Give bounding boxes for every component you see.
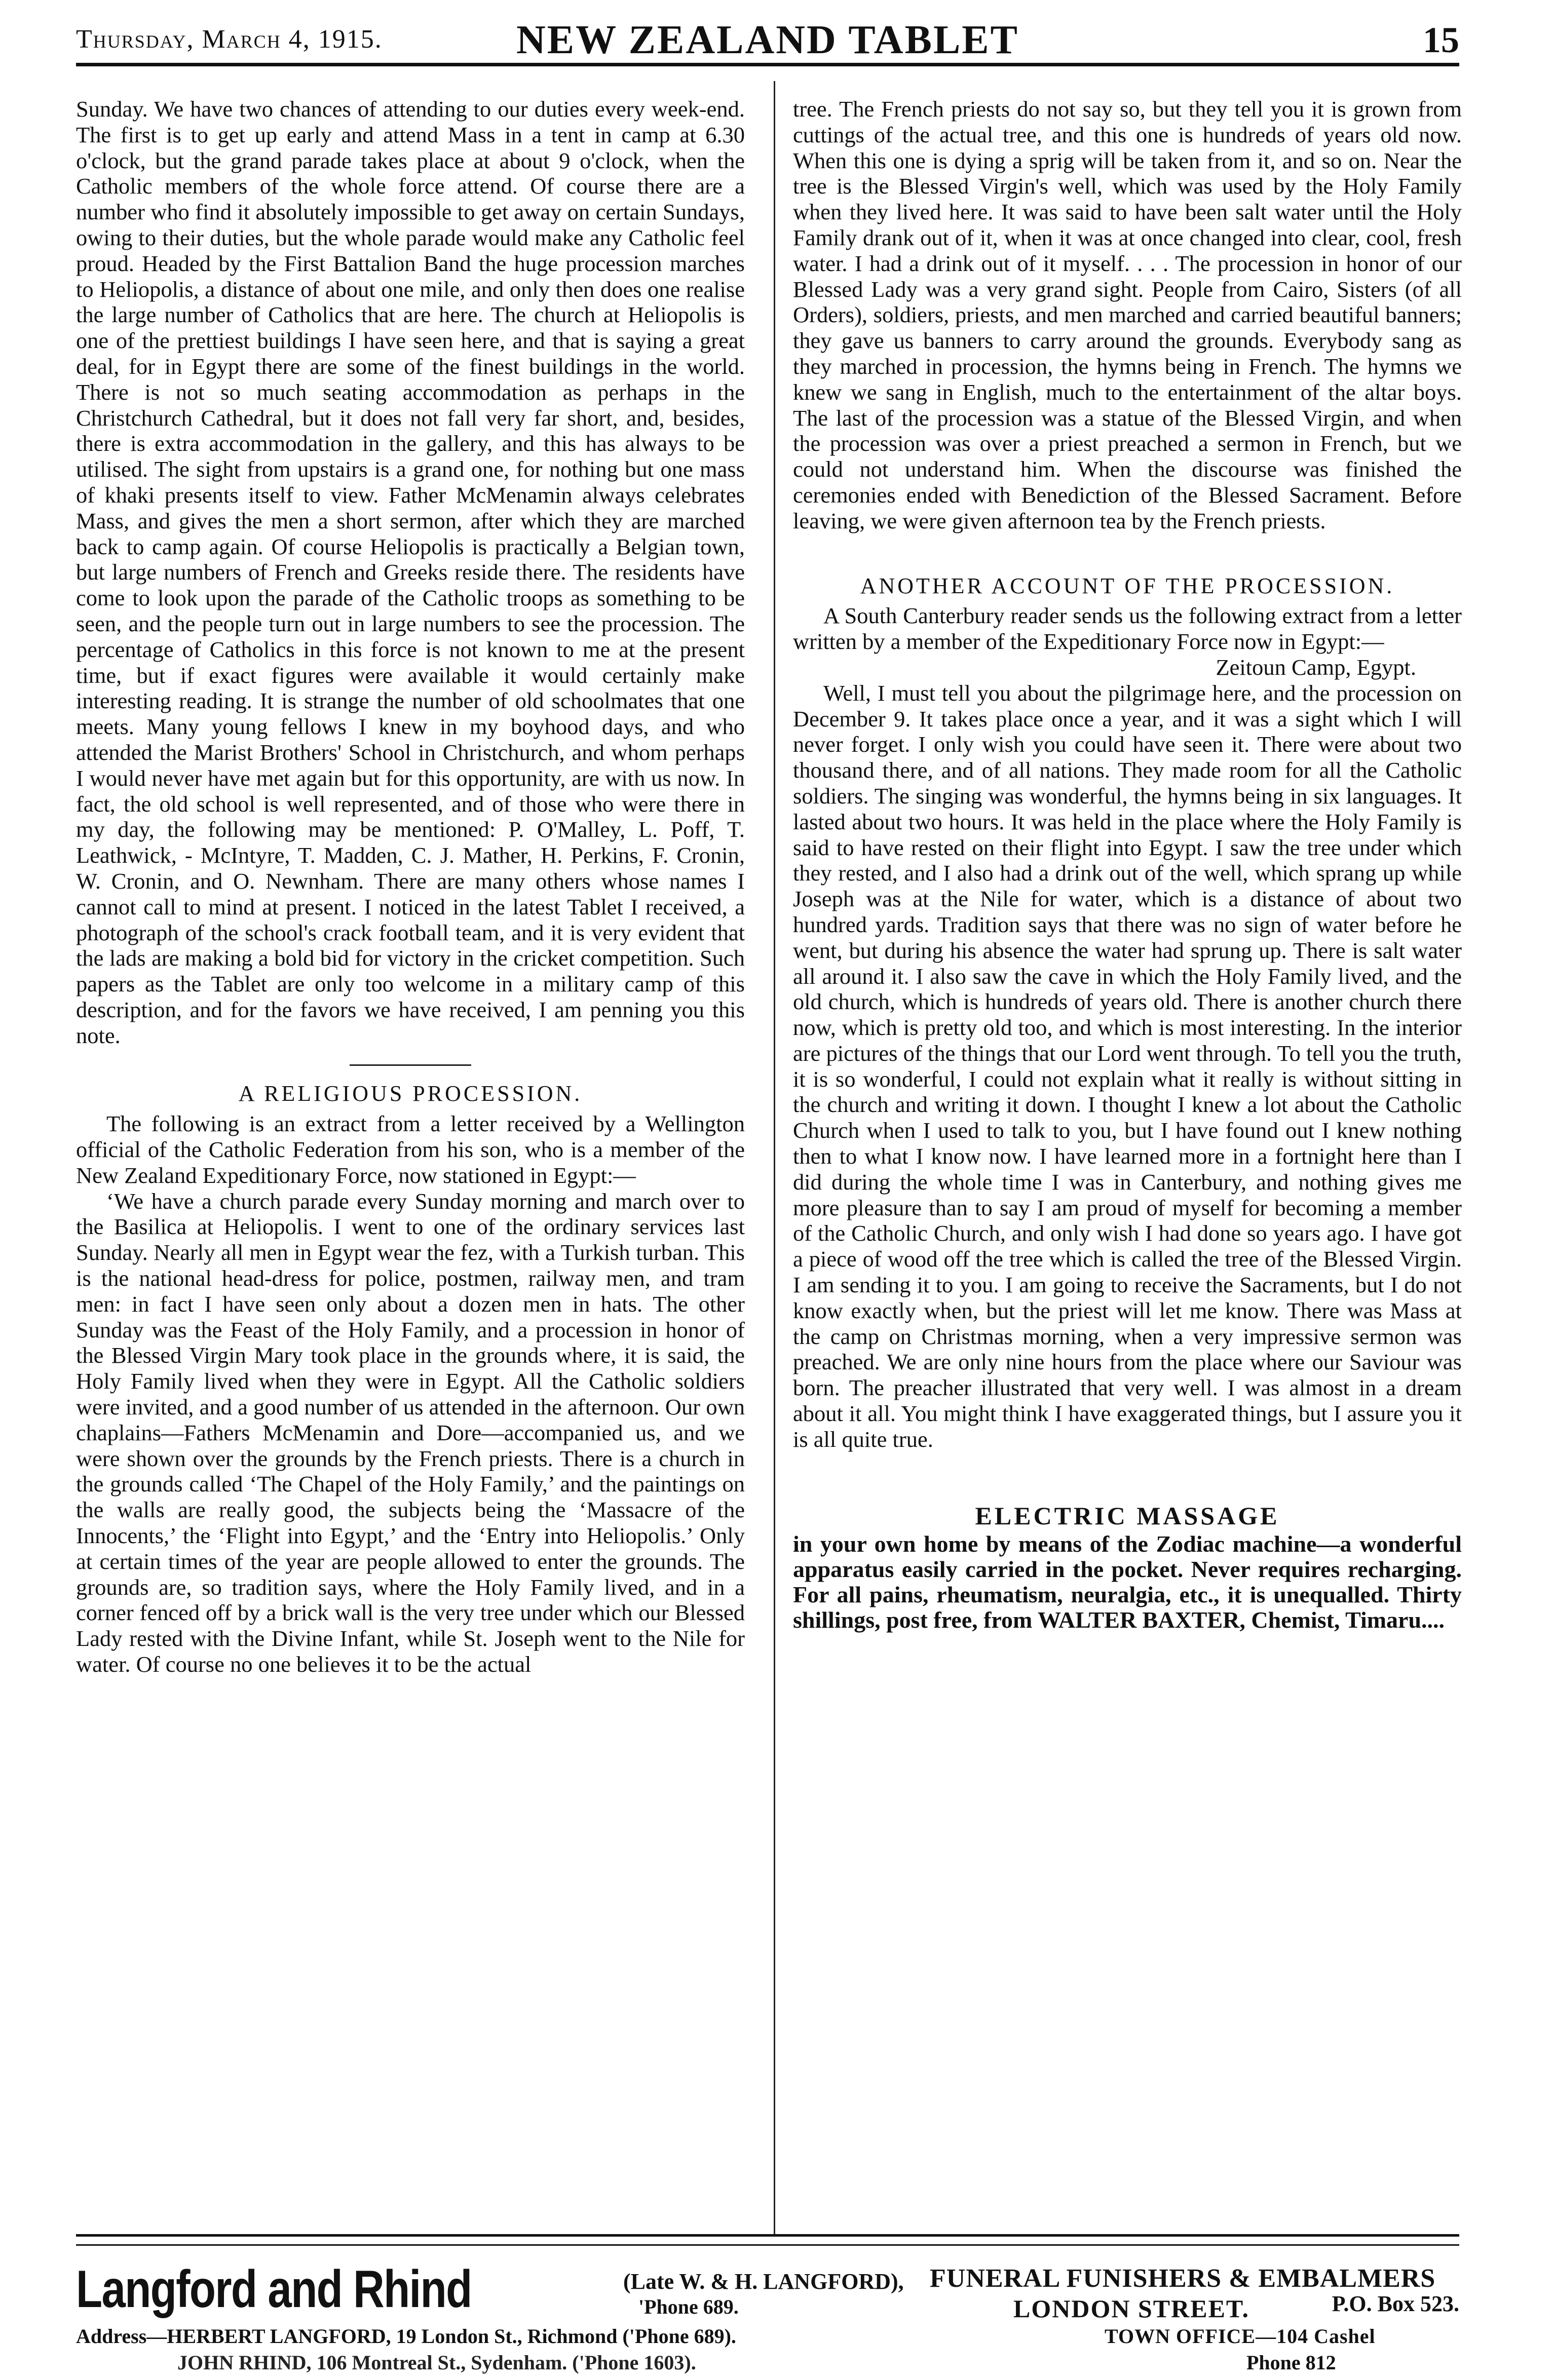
article-paragraph: The following is an extract from a letter received by a Wellington official of the Catholic Federation from his son, who is a member of the New Zealand Expeditionary Force, now stationed in Egypt:— [76,1111,745,1188]
advert-firm-name: Langford and Rhind [76,2260,472,2319]
advert-pobox: P.O. Box 523. [1332,2291,1459,2316]
newspaper-title: NEW ZEALAND TABLET [516,18,1019,62]
advert-phone-2: Phone 812 [1246,2351,1336,2374]
advert-phone: 'Phone 689. [638,2295,739,2318]
header-rule [76,63,1459,66]
right-column [793,96,1462,1633]
section-heading-religious-procession: A RELIGIOUS PROCESSION. [238,1081,583,1106]
footer-rule [76,2244,1459,2246]
advert-heading-electric-massage: ELECTRIC MASSAGE [975,1501,1280,1530]
section-gap [793,1452,1462,1503]
section-heading-another-account: ANOTHER ACCOUNT OF THE PROCESSION. [860,573,1395,598]
footer-rule [76,2234,1459,2237]
left-column [76,96,745,1677]
header-date: Thursday, March 4, 1915. [76,25,383,54]
dateline: Zeitoun Camp, Egypt. [1216,654,1416,680]
advert-body-electric-massage: in your own home by means of the Zodiac machine—a wonderful apparatus easily carried in the pocket. Never requires recharging. For all pains, rheumatism, neuralgia, etc., it is unequalled. Thirty shillings, post free, from WALTER BAXTER, Chemist, Timaru.... [793,1531,1462,1633]
advert-cut-line: JOHN RHIND, 106 Montreal St., Sydenham. ('Phone 1603). [177,2351,696,2374]
article-paragraph: Well, I must tell you about the pilgrimage here, and the procession on December 9. It takes place once a year, and it was a sight which I will never forget. I only wish you could have seen it. There were about two thousand there, and of all nations. They made room for all the Catholic soldiers. The singing was wonderful, the hymns being in six languages. It lasted about two hours. It was held in the place where the Holy Family is said to have rested on their flight into Egypt. I saw the tree under which they rested, and I also had a drink out of the well, which sprang up while Joseph was at the Nile for water, which is a distance of about two hundred yards. Tradition says that there was no sign of water before he went, but during his absence the water had sprung up. There is salt water all around it. I also saw the cave in which the Holy Family lived, and the old church, which is hundreds of years old. There is another church there now, which is pretty old too, and which is most interesting. In the interior are pictures of the things that our Lord went through. To tell you the truth, it is so wonderful, I could not explain what it really is without sitting in the church and writing it down. I thought I knew a lot about the Catholic Church when I used to talk to you, but I have found out I knew nothing then to what I know now. I have learned more in a fortnight here than I did during the whole time I was in Canterbury, and nothing gives me more pleasure than to say I am proud of myself for becoming a member of the Catholic Church, and only wish I had done so years ago. I have got a piece of wood off the tree which is called the tree of the Blessed Virgin. I am sending it to you. I am going to receive the Sacraments, but I do not know exactly when, but the priest will let me know. There was Mass at the camp on Christmas morning, when a very impressive sermon was preached. We are only nine hours from the place where our Saviour was born. The preacher illustrated that very well. I was almost in a dream about it all. You might think I have exaggerated things, but I assure you it is all quite true. [793,680,1462,1452]
article-paragraph: tree. The French priests do not say so, but they tell you it is grown from cuttings of the actual tree, and this one is hundreds of years old now. When this one is dying a sprig will be taken from it, and so on. Near the tree is the Blessed Virgin's well, which was used by the Holy Family when they lived here. It was said to have been salt water until the Holy Family drank out of it, when it was at once changed into clear, cool, fresh water. I had a drink out of it myself. . . . The procession in honor of our Blessed Lady was a very grand sight. People from Cairo, Sisters (of all Orders), soldiers, priests, and men marched and carried beautiful banners; they gave us banners to carry around the grounds. Everybody sang as they marched in procession, the hymns being in French. The hymns we knew we sang in English, much to the entertainment of the altar boys. The last of the procession was a statue of the Blessed Virgin, and when the procession was over a priest preached a sermon in French, but we could not understand him. When the discourse was finished the ceremonies ended with Benediction of the Blessed Sacrament. Before leaving, we were given afternoon tea by the French priests. [793,96,1462,533]
advert-service: FUNERAL FUNISHERS & EMBALMERS [930,2264,1436,2293]
article-paragraph: Sunday. We have two chances of attending to our duties every week-end. The first is to get up early and attend Mass in a tent in camp at 6.30 o'clock, but the grand parade takes place at about 9 o'clock, when the Catholic members of the whole force attend. Of course there are a number who find it absolutely impossible to get away on certain Sundays, owing to their duties, but the whole parade would make any Catholic feel proud. Headed by the First Battalion Band the huge procession marches to Heliopolis, a distance of about one mile, and only then does one realise the large number of Catholics that are here. The church at Heliopolis is one of the prettiest buildings I have seen here, and that is saying a great deal, for in Egypt there are some of the finest buildings in the world. There is not so much seating accommodation as perhaps in the Christchurch Cathedral, but it does not fall very far short, and, besides, there is extra accommodation in the gallery, and this has always to be utilised. The sight from upstairs is a grand one, for nothing but one mass of khaki presents itself to view. Father McMenamin always celebrates Mass, and gives the men a short sermon, after which they are marched back to camp again. Of course Heliopolis is practically a Belgian town, but large numbers of French and Greeks reside there. The residents have come to look upon the parade of the Catholic troops as something to be seen, and the people turn out in large numbers to see the procession. The percentage of Catholics in this force is not known to me at the present time, but if exact figures were available it would certainly make interesting reading. It is strange the number of old schoolmates that one meets. Many young fellows I knew in my boyhood days, and who attended the Marist Brothers' School in Christchurch, and whom perhaps I would never have met again but for this opportunity, are with us now. In fact, the old school is well represented, and of those who were there in my day, the following may be mentioned: P. O'Malley, L. Poff, T. Leathwick, - McIntyre, T. Madden, C. J. Mather, H. Perkins, F. Cronin, W. Cronin, and O. Newnham. There are many others whose names I cannot call to mind at present. I noticed in the latest Tablet I received, a photograph of the school's crack football team, and it is very evident that the lads are making a bold bid for victory in the cricket competition. Such papers as the Tablet are only too welcome in a military camp of this description, and for the favors we have received, I am penning you this note. [76,96,745,1048]
page-number: 15 [1423,20,1459,60]
advert-street: LONDON STREET. [1013,2294,1250,2323]
footer-advert [76,2259,1459,2380]
section-gap [793,534,1462,573]
article-paragraph: A South Canterbury reader sends us the following extract from a letter written by a member of the Expeditionary Force now in Egypt:— [793,603,1462,655]
advert-late-note: (Late W. & H. LANGFORD), [623,2269,904,2294]
advert-town-office: TOWN OFFICE—104 Cashel [1105,2325,1376,2348]
column-divider [774,81,775,2234]
page-header [76,17,1459,63]
advert-address: Address—HERBERT LANGFORD, 19 London St., Richmond ('Phone 689). [76,2325,736,2348]
article-paragraph: ‘We have a church parade every Sunday morning and march over to the Basilica at Heliopolis. I went to one of the ordinary services last Sunday. Nearly all men in Egypt wear the fez, with a Turkish turban. This is the national head-dress for police, postmen, railway men, and tram men: in fact I have seen only about a dozen men in hats. The other Sunday was the Feast of the Holy Family, and a procession in honor of the Blessed Virgin Mary took place in the grounds where, it is said, the Holy Family lived when they were in Egypt. All the Catholic soldiers were invited, and a good number of us attended in the afternoon. Our own chaplains—Fathers McMenamin and Dore—accompanied us, and we were shown over the grounds by the French priests. There is a church in the grounds called ‘The Chapel of the Holy Family,’ and the paintings on the walls are really good, the subjects being the ‘Massacre of the Innocents,’ the ‘Flight into Egypt,’ and the ‘Entry into Heliopolis.’ Only at certain times of the year are people allowed to enter the grounds. The grounds are, so tradition says, where the Holy Family lived, and in a corner fenced off by a brick wall is the very tree under which our Blessed Lady rested with the Divine Infant, while St. Joseph went to the Nile for water. Of course no one believes it to be the actual [76,1188,745,1677]
section-rule [350,1064,471,1066]
